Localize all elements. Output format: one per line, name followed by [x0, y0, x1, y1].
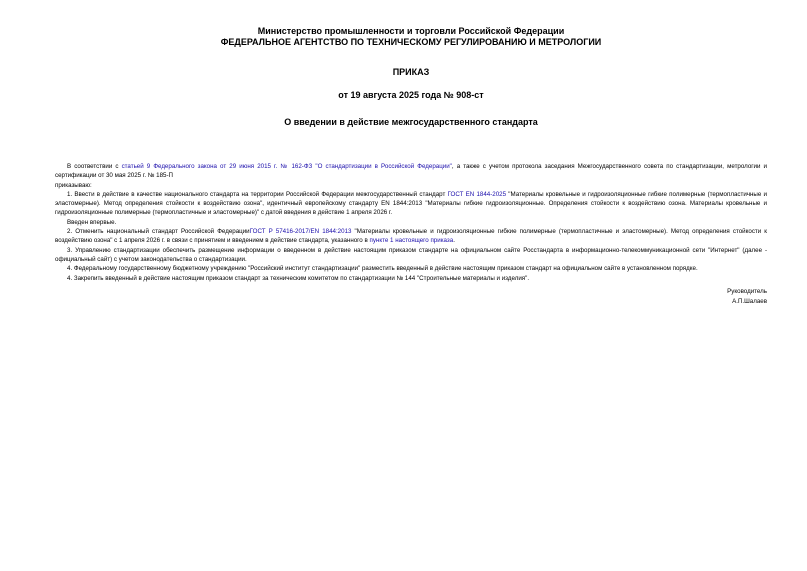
signature-name: А.П.Шалаев	[732, 297, 767, 305]
preamble-text-2: , а также с учетом протокола заседания Межгосударственного совета по стандартизации, метрологии и сертификации от 30 мая 2025 г. № 185-П	[55, 163, 767, 180]
item-1-text-2: "Материалы кровельные и гидроизоляционные гибкие полимерные (термопластичные и эластомерные). Метод определения стойкости к воздействию озона", идентичный европейскому стандарту EN 1844:2013 "Материалы гибкие гидроизоляционные. Определения стойкости к воздействию озона. Материалы кровельные и гидроизоляционные полимерные (термопластичные и эластомерные)" с датой введения в действие 1 апреля 2026 г.	[55, 190, 768, 217]
document-title: О введении в действие межгосударственного стандарта	[284, 117, 538, 127]
item-1-paragraph	[55, 190, 767, 218]
orders-line: приказываю:	[55, 181, 92, 189]
item-1-reference-link[interactable]: пункте 1 настоящего приказа	[369, 237, 454, 245]
item-1-note: Введен впервые.	[67, 218, 117, 226]
preamble-text-1: В соответствии с	[67, 163, 122, 170]
agency-name: ФЕДЕРАЛЬНОЕ АГЕНТСТВО ПО ТЕХНИЧЕСКОМУ РЕГУЛИРОВАНИЮ И МЕТРОЛОГИИ	[220, 37, 602, 47]
document-body	[55, 162, 767, 283]
signature-role: Руководитель	[727, 287, 767, 295]
gost-en-1844-link[interactable]: ГОСТ EN 1844-2025	[447, 190, 507, 198]
ministry-name: Министерство промышленности и торговли Российской Федерации	[257, 26, 565, 36]
item-1-text-1: 1. Ввести в действие в качестве национального стандарта на территории Российской Федерации межгосударственный стандарт	[67, 190, 448, 198]
item-2-text-2: "Материалы кровельные и гидроизоляционные гибкие полимерные (термопластичные и эластомерные). Метод определения стойкости к воздействию озона" с 1 апреля 2026 г. в связи с принятием и введением в действие стандарта, указанного в	[55, 228, 767, 245]
document-page	[55, 26, 767, 307]
document-date-number: от 19 августа 2025 года № 908-ст	[338, 90, 484, 100]
signature-block	[55, 287, 767, 307]
preamble-paragraph	[55, 162, 767, 181]
item-2-text-1: 2. Отменить национальный стандарт Российской Федерации	[67, 228, 250, 236]
federal-law-link[interactable]: статьей 9 Федерального закона от 29 июня 2015 г. № 162-ФЗ "О стандартизации в Российской Федерации"	[121, 163, 452, 170]
item-2-text-3: .	[453, 237, 455, 245]
document-type: ПРИКАЗ	[392, 67, 430, 77]
item-3-paragraph: 3. Управлению стандартизации обеспечить размещение информации о введенном в действие настоящим приказом стандарте на официальном сайте Росстандарта в информационно-телекоммуникационной сети "Интернет" (далее - официальный сайт) с учетом законодательства о стандартизации.	[55, 246, 767, 263]
item-2-paragraph	[55, 227, 767, 246]
item-5-paragraph: 4. Закрепить введенный в действие настоящим приказом стандарт за техническим комитетом по стандартизации № 144 "Строительные материалы и изделия".	[67, 274, 530, 282]
item-4-paragraph: 4. Федеральному государственному бюджетному учреждению "Российский институт стандартизации" разместить введенный в действие настоящим приказом стандарт на официальном сайте в установленном порядке.	[67, 265, 698, 273]
gost-r-57416-link[interactable]: ГОСТ Р 57416-2017/EN 1844:2013	[249, 228, 352, 236]
